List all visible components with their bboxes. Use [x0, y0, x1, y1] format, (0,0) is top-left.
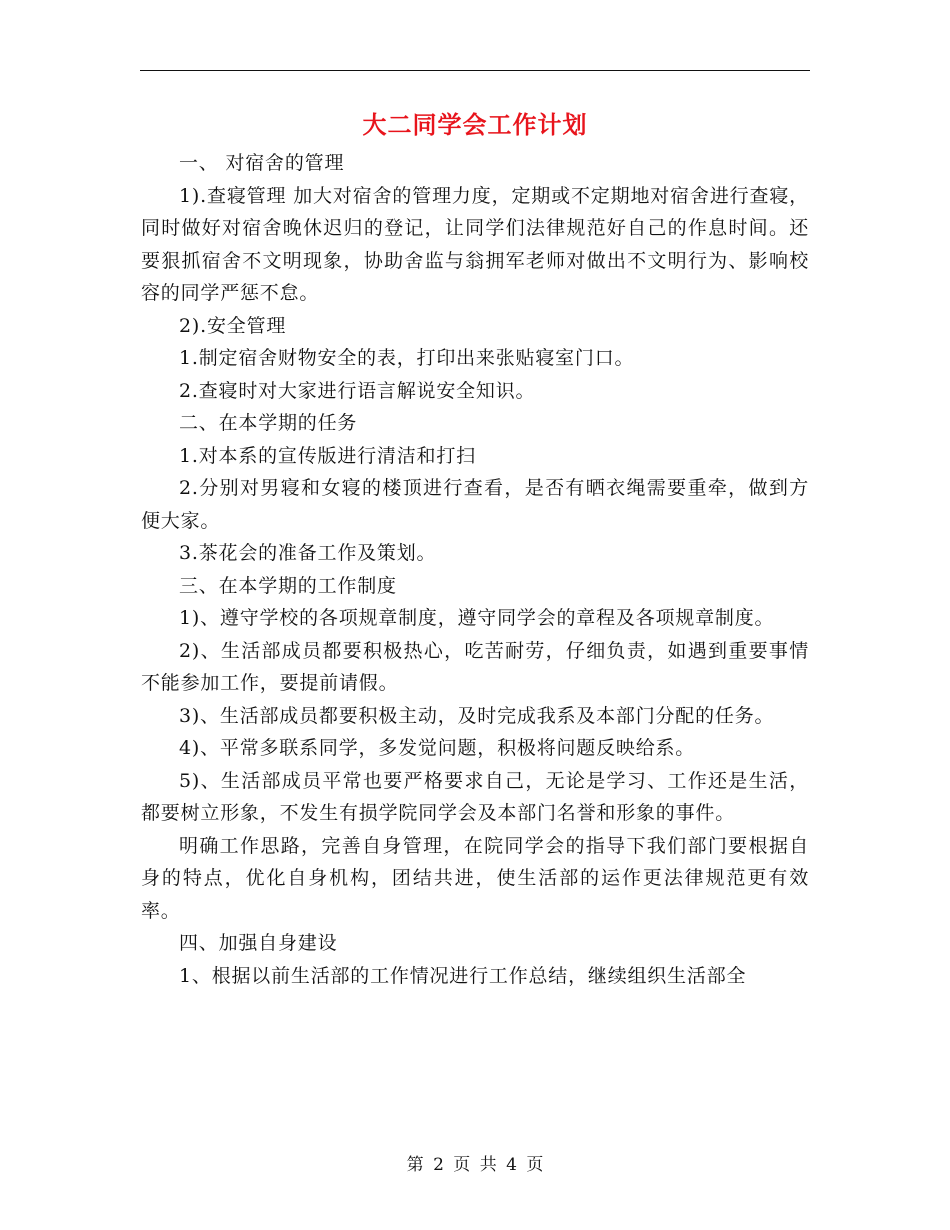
list-item-task-1: 1.对本系的宣传版进行清洁和打扫: [179, 444, 476, 467]
paragraph-dorm-inspection: 1).查寝管理 加大对宿舍的管理力度，定期或不定期地对宿舍进行查寝，同时做好对宿舍晚休迟归的登记，让同学们法律规范好自己的作息时间。还要狠抓宿舍不文明现象，协助舍监与翁拥军老师对做出不文明行为、影响校容的同学严惩不怠。: [141, 184, 809, 304]
list-item-self-building-1: 1、根据以前生活部的工作情况进行工作总结，继续组织生活部全: [179, 964, 747, 987]
list-item-safety-2: 2.查寝时对大家进行语言解说安全知识。: [179, 379, 536, 402]
header-rule: [140, 70, 810, 71]
list-item-rule-1: 1)、遵守学校的各项规章制度，遵守同学会的章程及各项规章制度。: [179, 607, 775, 629]
list-item-rule-5: 5)、生活部成员平常也要严格要求自己，无论是学习、工作还是生活，都要树立形象，不发生有损学院同学会及本部门名誉和形象的事件。: [141, 769, 809, 824]
list-item-task-3: 3.茶花会的准备工作及策划。: [179, 542, 437, 564]
page-footer: 第 2 页 共 4 页: [406, 1155, 544, 1175]
document-title: 大二同学会工作计划: [362, 111, 588, 139]
list-item-task-2: 2.分别对男寝和女寝的楼顶进行查看，是否有晒衣绳需要重牵，做到方便大家。: [141, 477, 809, 532]
section-heading-tasks: 二、在本学期的任务: [179, 412, 358, 434]
section-heading-rules: 三、在本学期的工作制度: [179, 574, 397, 597]
paragraph-work-approach: 明确工作思路，完善自身管理，在院同学会的指导下我们部门要根据自身的特点，优化自身机构，团结共进，使生活部的运作更法律规范更有效率。: [141, 834, 809, 922]
section-heading-dormitory: 一、 对宿舍的管理: [179, 152, 345, 174]
list-item-safety-1: 1.制定宿舍财物安全的表，打印出来张贴寝室门口。: [179, 347, 635, 369]
subheading-safety: 2).安全管理: [179, 314, 287, 337]
list-item-rule-4: 4)、平常多联系同学，多发觉问题，积极将问题反映给系。: [179, 737, 696, 759]
list-item-rule-3: 3)、生活部成员都要积极主动，及时完成我系及本部门分配的任务。: [179, 704, 775, 727]
list-item-rule-2: 2)、生活部成员都要积极热心，吃苦耐劳，仔细负责，如遇到重要事情不能参加工作，要提前请假。: [141, 639, 809, 694]
section-heading-self-building: 四、加强自身建设: [179, 932, 338, 954]
document-body: [141, 147, 809, 992]
